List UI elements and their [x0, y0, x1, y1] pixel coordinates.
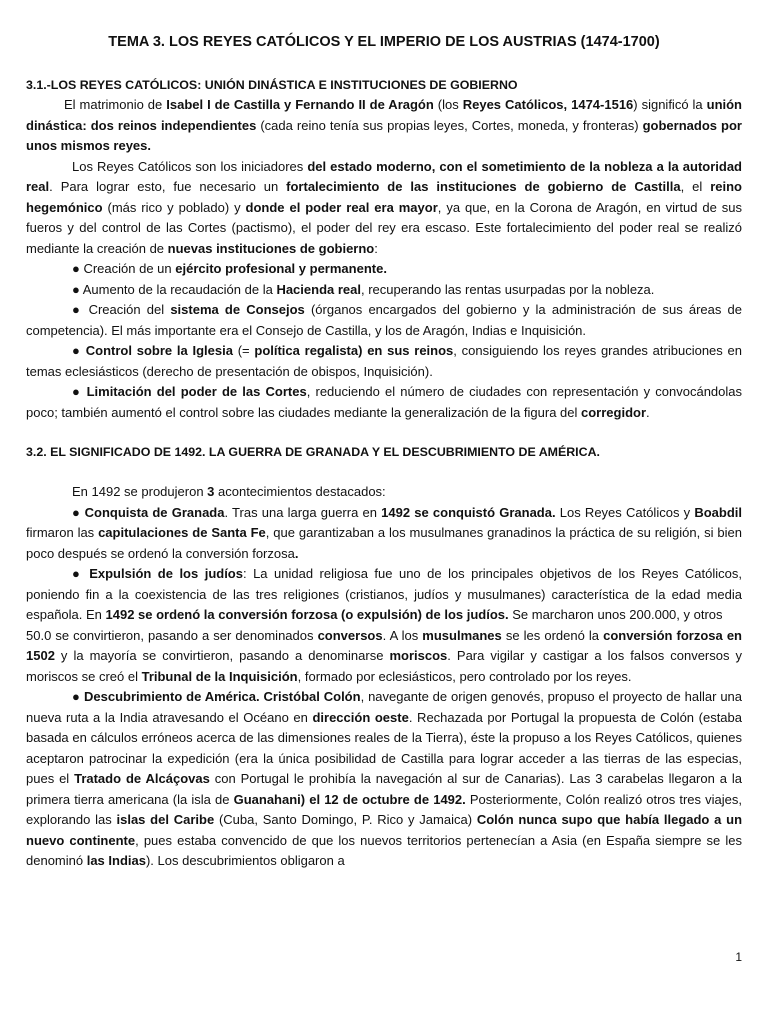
text-run: Los Reyes Católicos son los iniciadores — [72, 158, 308, 174]
document-title: TEMA 3. LOS REYES CATÓLICOS Y EL IMPERIO DE LOS AUSTRIAS (1474-1700) — [108, 34, 660, 50]
text-run: (órganos encargados del gobierno y la administración de sus áreas de competencia). El más importante era el Consejo de Castilla, y los de Aragón, Indias e Inquisición. — [26, 302, 743, 338]
text-run: , ya que, en la Corona de Aragón, en virtud de sus fueros y del control de las Cortes (pactismo), el poder del rey era escaso. Este fortalecimiento del poder real se realizó mediante la creación de — [26, 199, 742, 256]
bold-text: conversos — [317, 627, 383, 643]
bold-text: del estado moderno, con el sometimiento de la nobleza a la autoridad real — [26, 158, 742, 194]
bold-text: dirección oeste — [312, 709, 409, 725]
text-run: Los Reyes Católicos y — [555, 504, 695, 520]
bold-text: Conquista de Granada — [84, 504, 225, 520]
bold-text: Descubrimiento de América. Cristóbal Colón — [84, 689, 361, 704]
bullet-cortes — [26, 382, 742, 423]
bullet-consejos — [26, 300, 742, 341]
bold-text: Control sobre la Iglesia — [85, 343, 233, 358]
text-run: acontecimientos destacados: — [214, 484, 386, 499]
text-run: (más rico y poblado) y — [102, 199, 246, 215]
text-run: . Para lograr esto, fue necesario un — [49, 179, 287, 194]
bullet-hacienda — [26, 280, 742, 301]
text-run: En 1492 se produjeron — [72, 484, 208, 499]
spacer — [26, 423, 742, 443]
text-run: ). Los descubrimientos obligaron a — [145, 853, 345, 868]
bold-text: Reyes Católicos, 1474-1516 — [462, 97, 634, 112]
bullet-conquista-granada — [26, 503, 742, 565]
text-run: , recuperando las rentas usurpadas por la nobleza. — [360, 281, 655, 297]
text-run: : — [374, 240, 378, 256]
paragraph-estado-moderno — [26, 157, 742, 260]
text-run: , formado por eclesiásticos, pero controlado por los reyes. — [297, 668, 632, 684]
text-run: : La unidad religiosa fue uno de los principales objetivos de los Reyes Católicos, poniendo fin a la coexistencia de las tres religiones (cristianos, judíos y musulmanes) característica de la edad media española. En — [26, 566, 742, 622]
text-run: ● — [72, 384, 87, 399]
bold-text: gobernados por unos mismos reyes. — [26, 117, 742, 153]
text-run: . Tras una larga guerra en — [224, 504, 382, 520]
bold-text: Limitación del poder de las Cortes — [86, 384, 307, 399]
bold-text: conversión forzosa en 1502 — [26, 627, 742, 663]
bullet-descubrimiento-america — [26, 687, 742, 872]
text-run: , el — [680, 179, 711, 194]
bold-text: las Indias — [86, 853, 146, 868]
bold-text: fortalecimiento de las instituciones de gobierno de Castilla — [286, 179, 681, 194]
text-run: , consiguiendo los reyes grandes atribuciones en temas eclesiásticos (derecho de presentación de obispos, Inquisición). — [26, 343, 742, 379]
bold-text: Guanahani) el 12 de octubre de 1492. — [233, 791, 466, 807]
text-run: (los — [433, 97, 463, 112]
text-run: ● — [72, 504, 85, 520]
text-run: 50.0 se convirtieron, pasando a ser denominados — [26, 627, 318, 643]
bold-text: 1492 se conquistó Granada. — [381, 504, 556, 520]
text-run: . Rechazada por Portugal la propuesta de Colón (estaba basada en cálculos erróneos acerca de las dimensiones reales de la Tierra), éste la propuso a los Reyes Católicos, quienes aceptaron patrocinar la expedición (era la única posibilidad de Castilla para lograr acceder a las tierras de las especias, pues el — [26, 709, 742, 786]
bold-text: corregidor — [581, 404, 647, 420]
text-run: ● Creación del — [72, 302, 171, 317]
document-content — [26, 32, 742, 872]
bold-text: donde el poder real era mayor — [245, 199, 438, 215]
bold-text: 1492 se ordenó la conversión forzosa (o expulsión) de los judíos. — [105, 607, 509, 622]
text-run: ● — [72, 689, 85, 704]
text-run: con Portugal le prohibía la navegación al sur de Canarias). Las 3 carabelas llegaron a la primera tierra americana (la isla de — [26, 771, 742, 807]
text-run: , pues estaba convencido de que los nuevos territorios pertenecían a Asia (en España siempre se les denominó — [26, 832, 742, 868]
bold-text: . — [294, 545, 299, 561]
section-heading-3-1: 3.1.-LOS REYES CATÓLICOS: UNIÓN DINÁSTICA E INSTITUCIONES DE GOBIERNO — [26, 78, 518, 92]
text-run: ● Creación de un — [72, 261, 176, 276]
bold-text: nuevas instituciones de gobierno — [167, 240, 375, 256]
bold-text: reino hegemónico — [26, 179, 742, 215]
bullet-expulsion-judios — [26, 564, 742, 626]
bold-text: sistema de Consejos — [170, 302, 305, 317]
text-run: , reduciendo el número de ciudades con representación y convocándolas poco; también aumentó el control sobre las ciudades mediante la generalización de la figura del — [26, 384, 743, 420]
paragraph-conversos-moriscos — [26, 626, 742, 688]
text-run: se les ordenó la — [501, 627, 604, 643]
bold-text: Expulsión de los judíos — [89, 566, 243, 581]
text-run: . — [646, 404, 650, 420]
bold-text: Tribunal de la Inquisición — [141, 668, 298, 684]
bold-text: Hacienda real — [276, 281, 361, 297]
bold-text: 3 — [207, 484, 215, 499]
bold-text: unión dinástica: dos reinos independientes — [26, 97, 743, 133]
bold-text: ejército profesional y permanente. — [175, 261, 387, 276]
text-run: ● — [72, 566, 90, 581]
text-run: ● Aumento de la recaudación de la — [72, 281, 277, 297]
bold-text: moriscos — [389, 648, 448, 663]
text-run: (cada reino tenía sus propias leyes, Cortes, moneda, y fronteras) — [256, 117, 643, 133]
text-run: El matrimonio de — [64, 97, 167, 112]
bold-text: musulmanes — [422, 627, 502, 643]
text-run: , que garantizaban a los musulmanes granadinos la práctica de su religión, si bien poco después se ordenó la conversión forzosa — [26, 525, 742, 561]
paragraph-intro-1492 — [26, 482, 742, 503]
text-run: (= — [232, 343, 255, 358]
text-run: . A los — [382, 627, 423, 643]
bold-text: Isabel I de Castilla y Fernando II de Aragón — [166, 97, 434, 112]
text-run: Posteriormente, Colón realizó otros tres viajes, explorando las — [26, 791, 742, 827]
text-run: firmaron las — [26, 525, 99, 540]
bullet-iglesia — [26, 341, 742, 382]
bold-text: capitulaciones de Santa Fe — [98, 525, 266, 540]
page-number: 1 — [735, 950, 742, 964]
section-heading-3-2: 3.2. EL SIGNIFICADO DE 1492. LA GUERRA DE GRANADA Y EL DESCUBRIMIENTO DE AMÉRICA. — [26, 445, 600, 459]
bold-text: Boabdil — [694, 504, 742, 520]
bullet-ejercito — [26, 259, 742, 280]
text-run: Se marcharon unos 200.000, y otros — [508, 607, 723, 622]
spacer — [26, 462, 742, 482]
text-run: (Cuba, Santo Domingo, P. Rico y Jamaica) — [214, 812, 477, 827]
bold-text: islas del Caribe — [116, 812, 215, 827]
text-run: . Para vigilar y castigar a los falsos conversos y moriscos se creó el — [26, 648, 743, 684]
text-run: ● — [72, 343, 86, 358]
bold-text: política regalista) en sus reinos — [254, 343, 454, 358]
bold-text: Tratado de Alcáçovas — [74, 771, 210, 786]
bold-text: Colón nunca supo que había llegado a un nuevo continente — [26, 812, 743, 848]
text-run: y la mayoría se convirtieron, pasando a denominarse — [54, 648, 390, 663]
text-run: ) significó la — [633, 97, 707, 112]
text-run: , navegante de origen genovés, propuso el proyecto de hallar una nueva ruta a la India atravesando el Océano en — [26, 689, 743, 725]
paragraph-union-dinastica — [26, 95, 742, 157]
